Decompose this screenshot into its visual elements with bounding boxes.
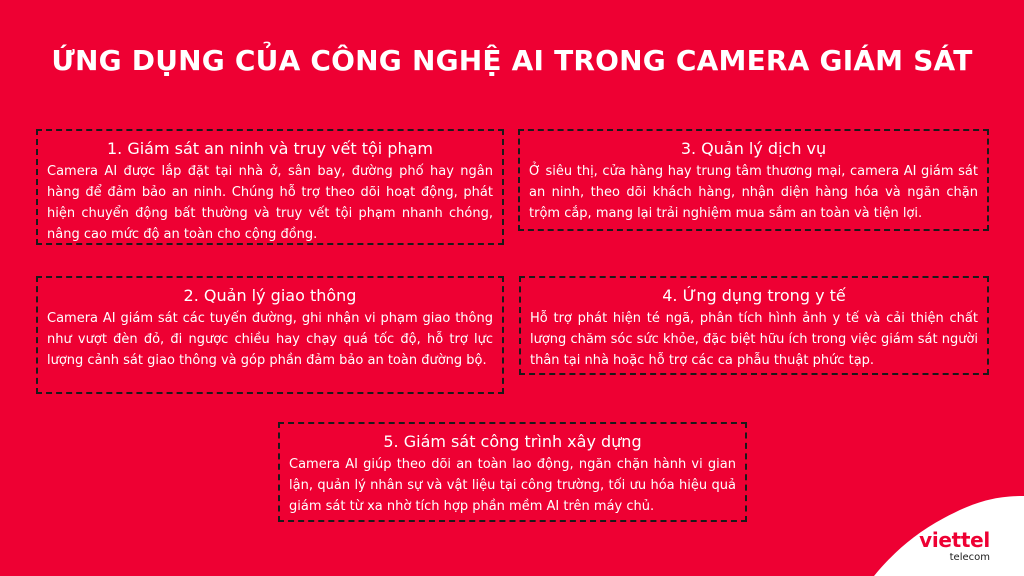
card-heading: 3. Quản lý dịch vụ [680,139,827,158]
card-body: Ở siêu thị, cửa hàng hay trung tâm thương mại, camera AI giám sát an ninh, theo dõi khách hàng, nhận diện hàng hóa và ngăn chặn trộm cắp, mang lại trải nghiệm mua sắm an toàn và tiện lợi. [529,164,978,221]
card-traffic-management [36,276,504,394]
card-heading: 2. Quản lý giao thông [183,286,357,305]
card-body: Hỗ trợ phát hiện té ngã, phân tích hình ảnh y tế và cải thiện chất lượng chăm sóc sức khỏe, đặc biệt hữu ích trong việc giám sát người thân tại nhà hoặc hỗ trợ các ca phẫu thuật phức tạp. [530,311,978,368]
card-healthcare [519,276,989,375]
card-heading: 4. Ứng dụng trong y tế [662,286,846,305]
viettel-logo-icon [874,496,1024,576]
logo-wordmark: viettel [919,528,990,552]
card-body: Camera AI giám sát các tuyến đường, ghi nhận vi phạm giao thông như vượt đèn đỏ, đi ngược chiều hay chạy quá tốc độ, hỗ trợ lực lượng cảnh sát giao thông và góp phần đảm bảo an toàn đường bộ. [47,311,493,368]
card-service-management [518,129,989,231]
card-construction-monitoring [278,422,747,522]
logo-subtitle: telecom [949,552,990,563]
card-body: Camera AI được lắp đặt tại nhà ở, sân bay, đường phố hay ngân hàng để đảm bảo an ninh. Chúng hỗ trợ theo dõi hoạt động, phát hiện chuyển động bất thường và truy vết tội phạm nhanh chóng, nâng cao mức độ an toàn cho cộng đồng. [47,164,493,242]
page-title: ỨNG DỤNG CỦA CÔNG NGHỆ AI TRONG CAMERA GIÁM SÁT [51,44,973,77]
card-security-surveillance [36,129,504,245]
card-body: Camera AI giúp theo dõi an toàn lao động, ngăn chặn hành vi gian lận, quản lý nhân sự và vật liệu tại công trường, tối ưu hóa hiệu quả giám sát từ xa nhờ tích hợp phần mềm AI trên máy chủ. [289,457,736,514]
card-heading: 5. Giám sát công trình xây dựng [383,432,642,451]
card-heading: 1. Giám sát an ninh và truy vết tội phạm [106,139,433,158]
